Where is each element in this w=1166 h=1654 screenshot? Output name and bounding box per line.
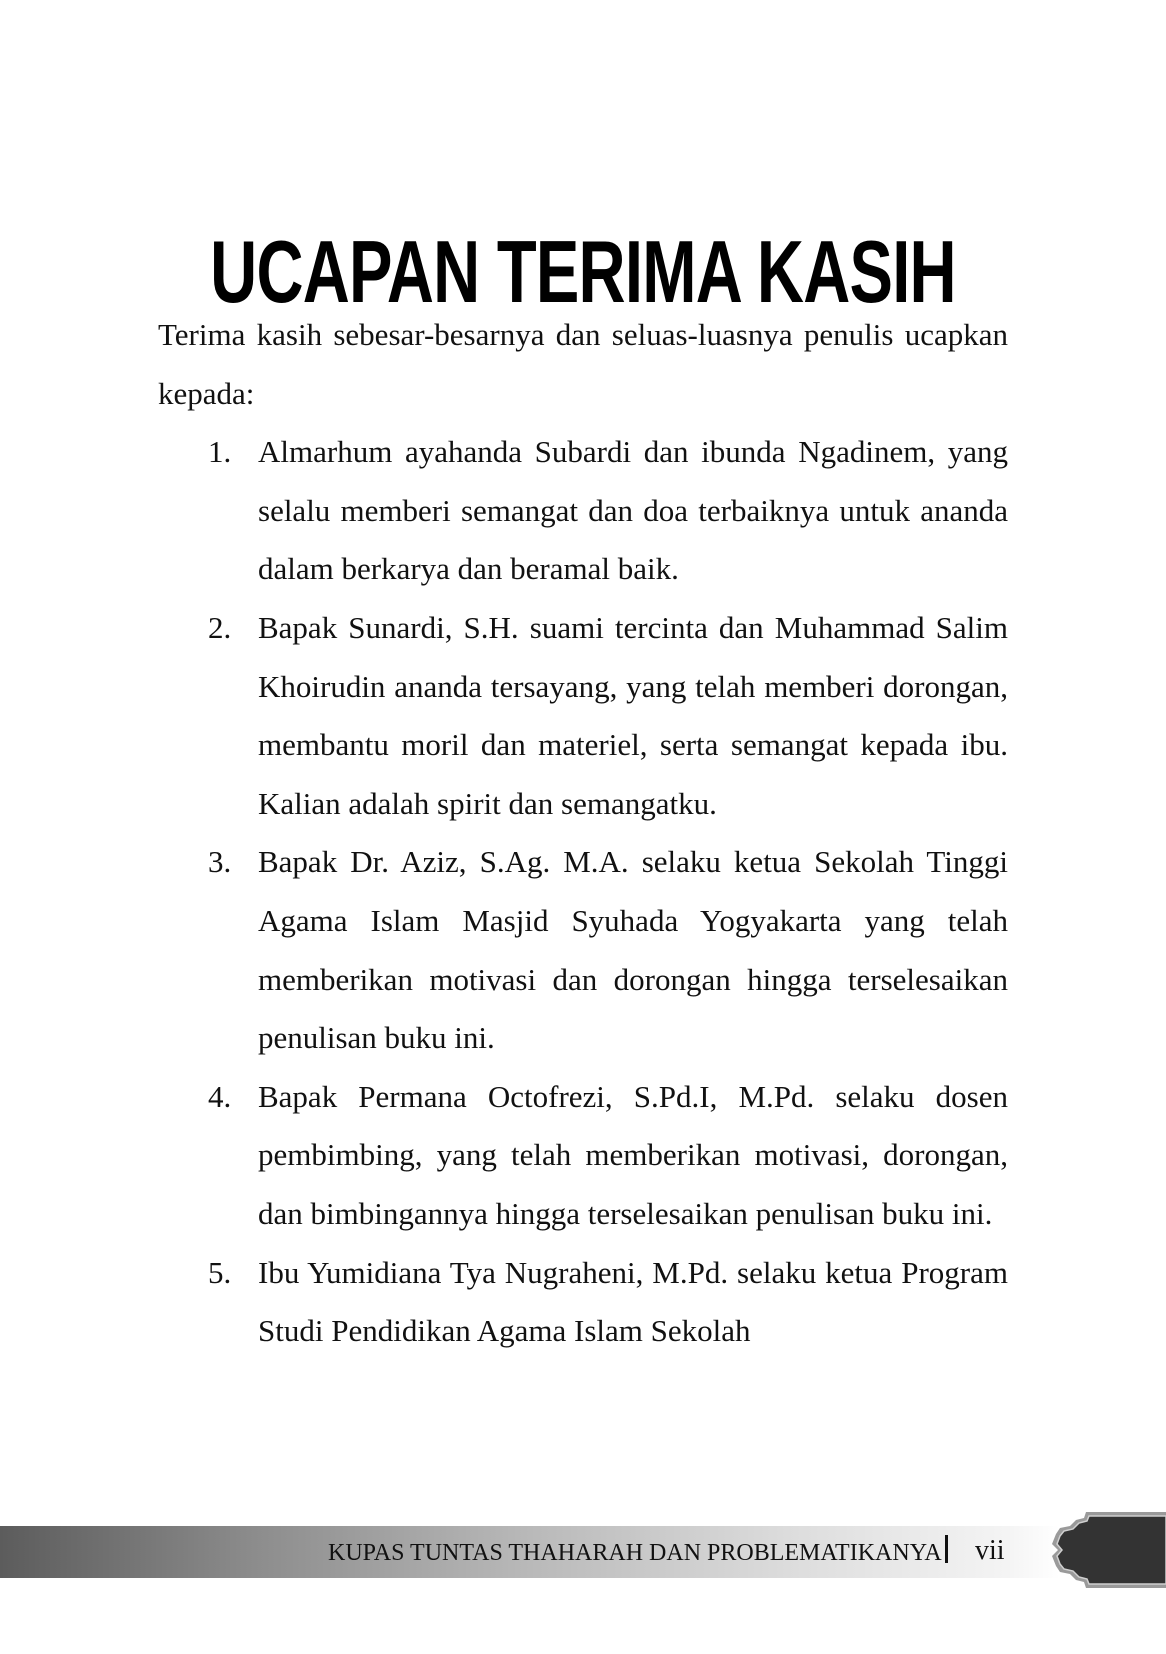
page-title: UCAPAN TERIMA KASIH	[210, 221, 956, 321]
list-item	[158, 599, 1008, 833]
page-number: vii	[975, 1535, 1005, 1566]
list-item-number: 5.	[208, 1254, 232, 1290]
list-item-text: Bapak Sunardi, S.H. suami tercinta dan Muhammad Salim Khoirudin ananda tersayang, yang telah memberi dorongan, membantu moril dan materiel, serta semangat kepada ibu. Kalian adalah spirit dan semangatku.	[258, 609, 1008, 821]
intro-paragraph: Terima kasih sebesar-besarnya dan seluas-luasnya penulis ucapkan kepada:	[158, 317, 1008, 411]
ornamental-tab-icon	[1046, 1504, 1166, 1596]
acknowledgement-body	[158, 306, 1008, 1361]
list-item	[158, 1244, 1008, 1361]
list-item	[158, 1068, 1008, 1244]
acknowledgement-list	[158, 423, 1008, 1361]
list-item-number: 4.	[208, 1078, 232, 1114]
list-item-number: 2.	[208, 609, 232, 645]
footer-separator	[945, 1535, 948, 1563]
list-item	[158, 423, 1008, 599]
list-item-text: Bapak Permana Octofrezi, S.Pd.I, M.Pd. selaku dosen pembimbing, yang telah memberikan motivasi, dorongan, dan bimbingannya hingga terselesaikan penulisan buku ini.	[258, 1078, 1008, 1231]
list-item-number: 1.	[208, 434, 232, 470]
list-item-text: Almarhum ayahanda Subardi dan ibunda Ngadinem, yang selalu memberi semangat dan doa terbaiknya untuk ananda dalam berkarya dan beramal baik.	[258, 434, 1008, 587]
list-item-text: Bapak Dr. Aziz, S.Ag. M.A. selaku ketua Sekolah Tinggi Agama Islam Masjid Syuhada Yogyakarta yang telah memberikan motivasi dan dorongan hingga terselesaikan penulisan buku ini.	[258, 844, 1008, 1056]
list-item-text: Ibu Yumidiana Tya Nugraheni, M.Pd. selaku ketua Program Studi Pendidikan Agama Islam Sekolah	[258, 1254, 1008, 1349]
list-item	[158, 833, 1008, 1067]
list-item-number: 3.	[208, 844, 232, 880]
footer-book-title: KUPAS TUNTAS THAHARAH DAN PROBLEMATIKANYA	[328, 1540, 942, 1566]
